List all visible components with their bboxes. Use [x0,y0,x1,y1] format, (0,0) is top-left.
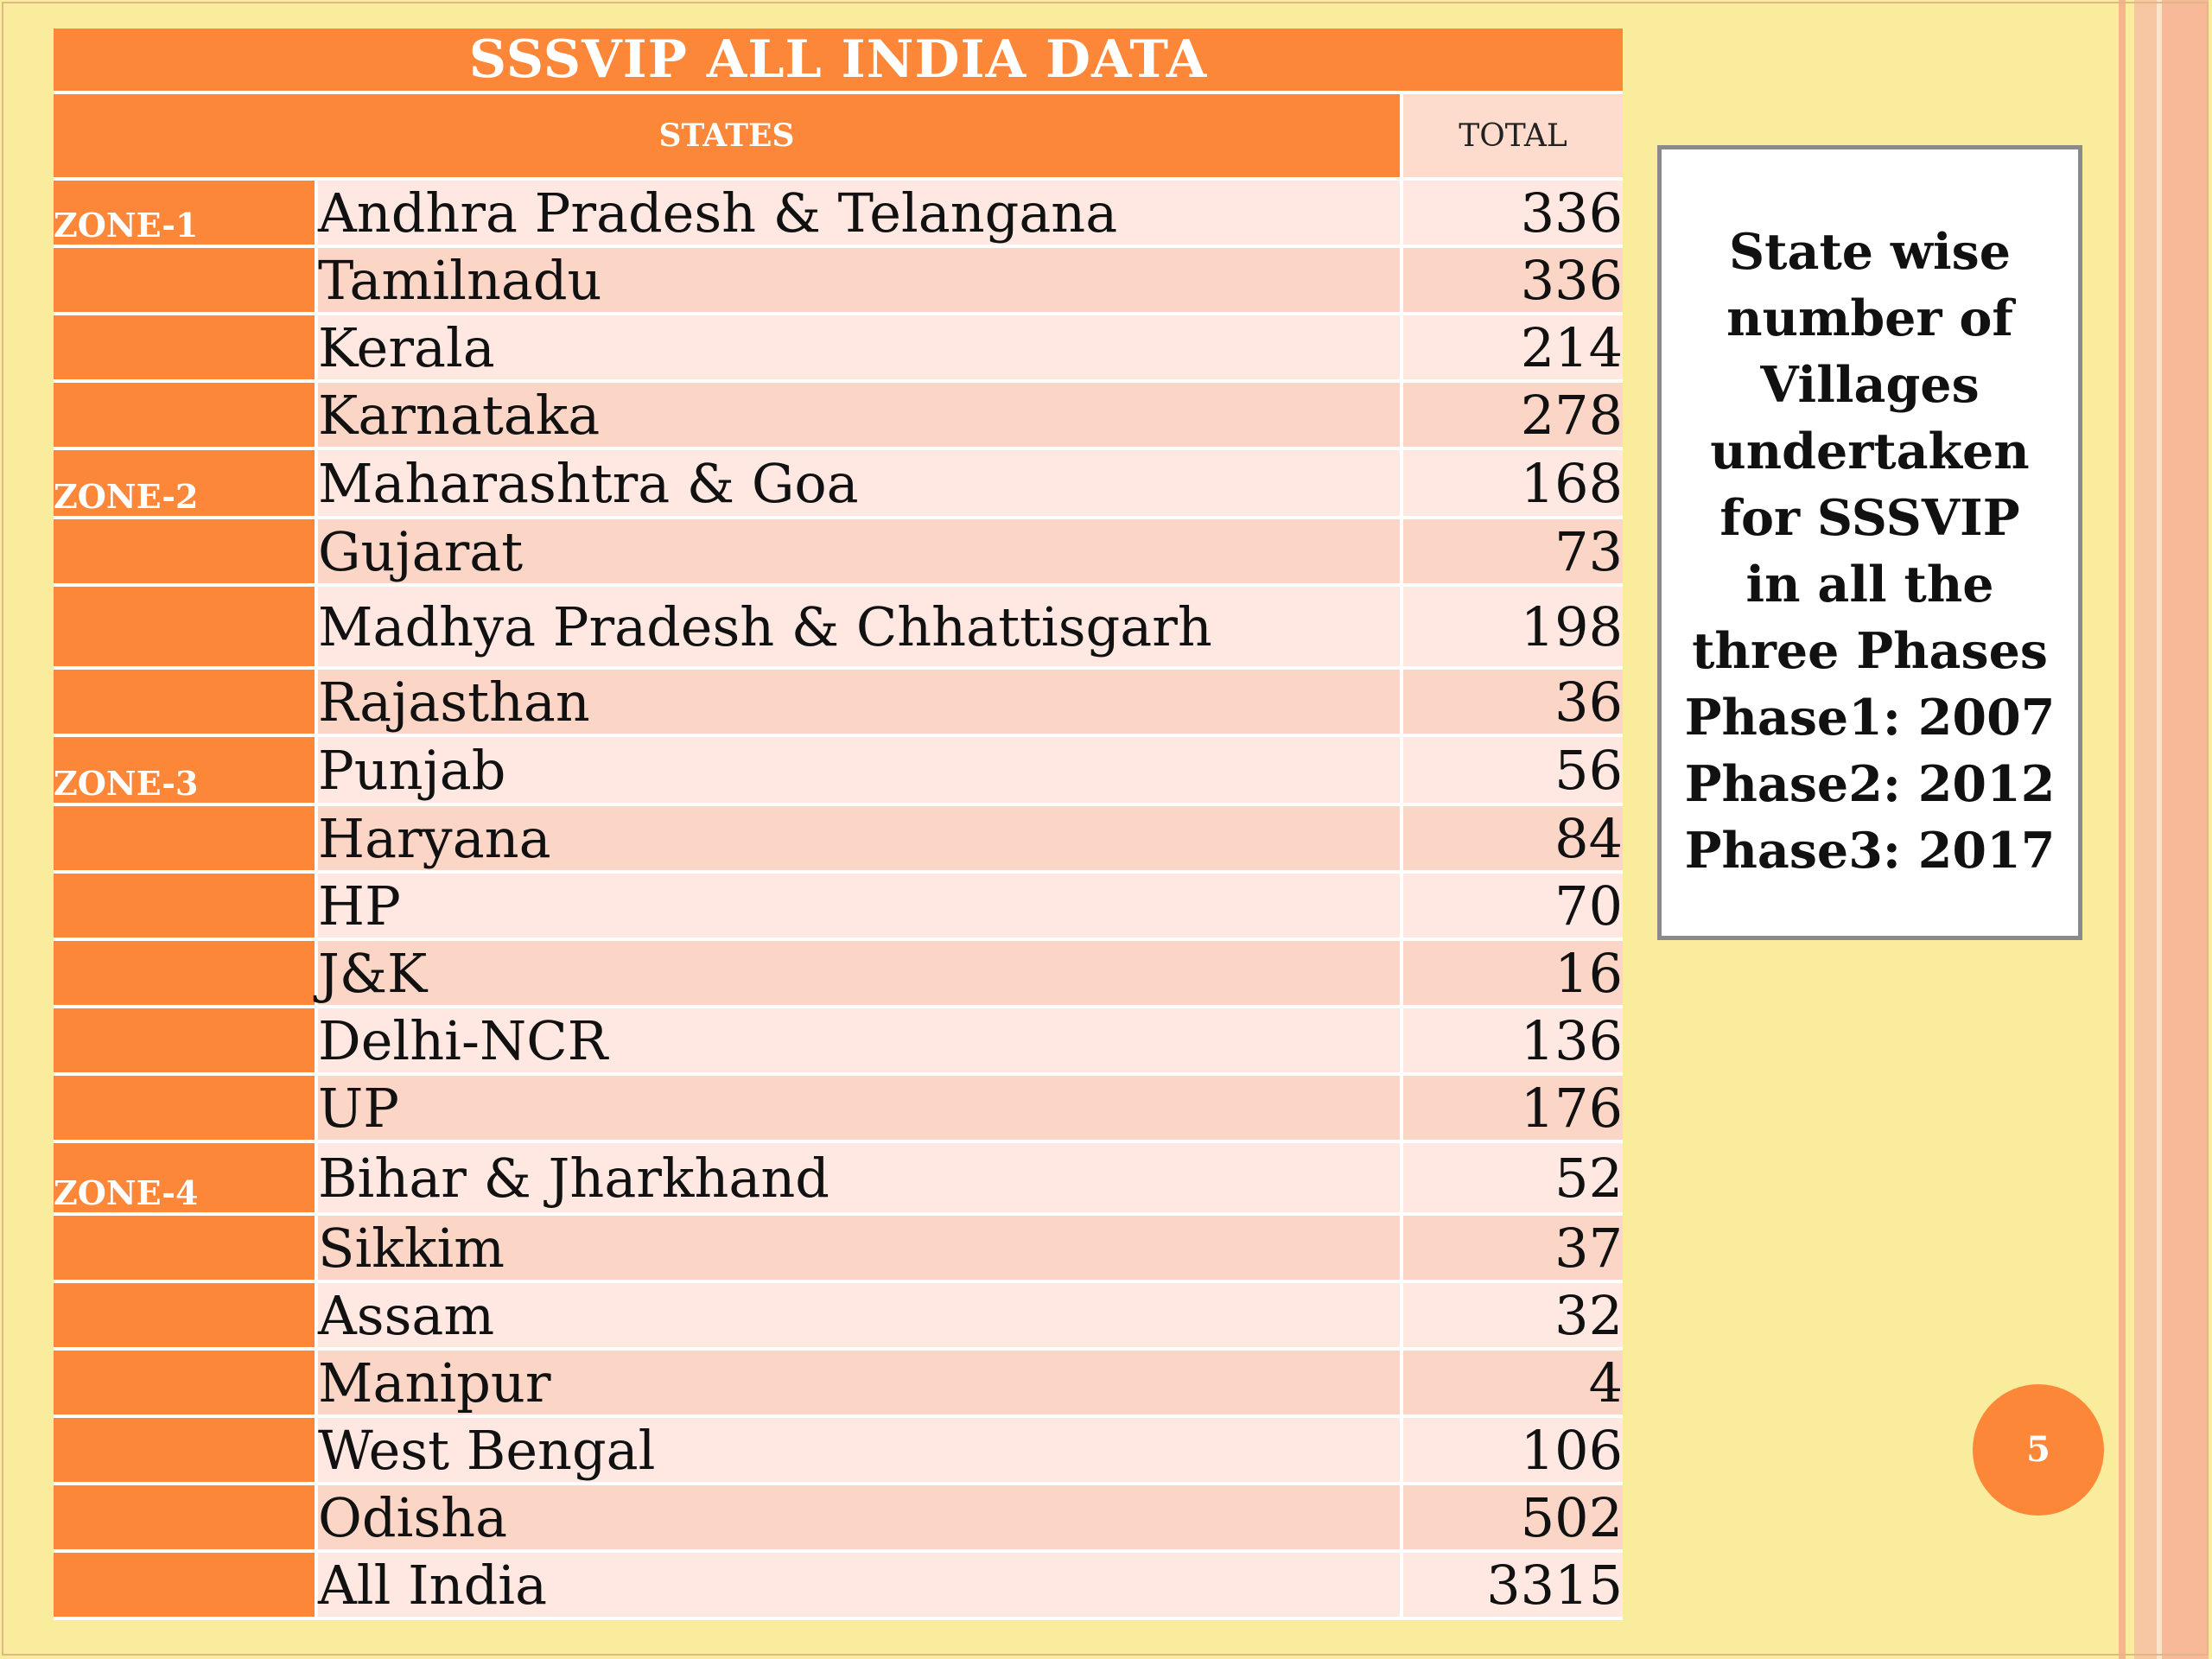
state-total: 36 [1403,670,1623,737]
info-text-line: in all the [1745,556,1994,613]
state-total: 106 [1403,1418,1623,1485]
table-header-row [54,94,1623,181]
zone-label [54,670,318,737]
state-total: 214 [1403,315,1623,383]
state-total: 52 [1403,1143,1623,1216]
zone-label [54,315,318,383]
table-row [54,587,1623,670]
state-total: 278 [1403,383,1623,450]
decor-stripe [2119,0,2126,1659]
zone-label [54,1485,318,1553]
state-total: 70 [1403,874,1623,941]
state-name: Madhya Pradesh & Chhattisgarh [318,587,1403,670]
zone-label [54,1553,318,1620]
state-name: Bihar & Jharkhand [318,1143,1403,1216]
state-total: 84 [1403,806,1623,874]
zone-label [54,519,318,587]
state-name: Gujarat [318,519,1403,587]
zone-label [54,1008,318,1076]
state-name: All India [318,1553,1403,1620]
slide-title: SSSVIP ALL INDIA DATA [54,29,1623,94]
table-row [54,806,1623,874]
zone-label: ZONE-4 [54,1143,318,1216]
table-row [54,248,1623,315]
zone-label: ZONE-2 [54,450,318,519]
table-row [54,1485,1623,1553]
zone-label [54,587,318,670]
state-total: 136 [1403,1008,1623,1076]
info-text-line: Villages [1760,356,1980,414]
table-title-row [54,29,1623,94]
state-name: J&K [318,941,1403,1008]
info-text-line: three Phases [1692,622,2048,680]
state-name: Assam [318,1283,1403,1351]
state-name: Maharashtra & Goa [318,450,1403,519]
phases-info-box [1657,145,2082,940]
state-name: Tamilnadu [318,248,1403,315]
info-text-line: State wise [1729,223,2011,281]
state-name: Rajasthan [318,670,1403,737]
table-row [54,519,1623,587]
state-total: 37 [1403,1216,1623,1283]
state-total: 176 [1403,1076,1623,1143]
zone-label: ZONE-3 [54,737,318,806]
state-name: Punjab [318,737,1403,806]
state-name: Kerala [318,315,1403,383]
table-row [54,1008,1623,1076]
decor-stripe [2162,0,2209,1659]
table-row [54,941,1623,1008]
table-row [54,1351,1623,1418]
state-total: 16 [1403,941,1623,1008]
state-total: 336 [1403,181,1623,248]
state-name: Andhra Pradesh & Telangana [318,181,1403,248]
state-name: Odisha [318,1485,1403,1553]
state-name: UP [318,1076,1403,1143]
zone-label [54,1076,318,1143]
state-name: Delhi-NCR [318,1008,1403,1076]
page-number-badge: 5 [1973,1384,2104,1516]
table-row [54,315,1623,383]
info-text-line: Phase3: 2017 [1684,822,2056,880]
zone-label [54,1418,318,1485]
table-row [54,383,1623,450]
table-row [54,1076,1623,1143]
state-name: West Bengal [318,1418,1403,1485]
zone-label [54,1283,318,1351]
table-row [54,450,1623,519]
table-row [54,1216,1623,1283]
table-row [54,181,1623,248]
table-row [54,874,1623,941]
state-total: 198 [1403,587,1623,670]
state-name: HP [318,874,1403,941]
zone-label [54,1351,318,1418]
info-text-line: Phase1: 2007 [1684,689,2056,747]
state-total: 168 [1403,450,1623,519]
table-row [54,737,1623,806]
zone-label [54,248,318,315]
info-text-line: for SSSVIP [1719,489,2020,547]
zone-label [54,941,318,1008]
state-total: 336 [1403,248,1623,315]
zone-label [54,806,318,874]
zone-label: ZONE-1 [54,181,318,248]
state-total: 32 [1403,1283,1623,1351]
state-total: 73 [1403,519,1623,587]
decor-stripe [2134,0,2157,1659]
village-data-table [54,29,1623,1620]
state-name: Karnataka [318,383,1403,450]
table-row [54,1143,1623,1216]
zone-label [54,874,318,941]
state-total: 56 [1403,737,1623,806]
state-name: Haryana [318,806,1403,874]
info-text-line: number of [1726,289,2013,347]
info-text-line: Phase2: 2012 [1684,755,2056,813]
table-row [54,1418,1623,1485]
table-row [54,1553,1623,1620]
column-header-total: TOTAL [1403,94,1623,181]
column-header-states: STATES [54,94,1403,181]
state-total: 4 [1403,1351,1623,1418]
state-total: 502 [1403,1485,1623,1553]
table-row [54,1283,1623,1351]
zone-label [54,383,318,450]
zone-label [54,1216,318,1283]
state-total: 3315 [1403,1553,1623,1620]
state-name: Manipur [318,1351,1403,1418]
state-name: Sikkim [318,1216,1403,1283]
table-row [54,670,1623,737]
info-text-line: undertaken [1710,423,2030,480]
table-body [54,181,1623,1620]
